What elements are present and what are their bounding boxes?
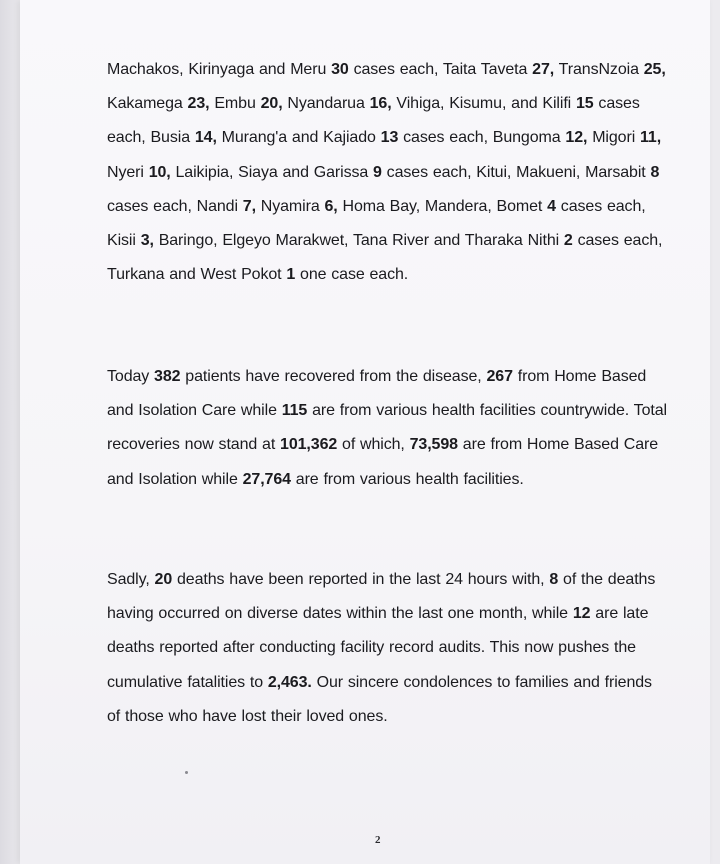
- bold-figure: 8: [650, 163, 660, 181]
- bold-figure: 3,: [140, 232, 154, 250]
- bold-figure: 12: [572, 605, 591, 623]
- bold-figure: 9: [373, 163, 382, 181]
- text-run: cases each, Busia: [107, 95, 640, 147]
- bold-figure: 25,: [643, 61, 666, 78]
- text-run: deaths have been reported in the last 24 hours with,: [172, 571, 550, 588]
- bold-figure: 12,: [565, 129, 588, 147]
- text-run: Kakamega: [107, 95, 188, 113]
- paper-speck: [185, 771, 188, 774]
- bold-figure: 4: [547, 197, 556, 215]
- page-edge-shadow: [0, 0, 20, 864]
- bold-figure: 30: [331, 61, 349, 78]
- text-run: Nyeri: [107, 163, 149, 181]
- text-run: patients have recovered from the disease,: [180, 368, 487, 385]
- text-run: Sadly,: [107, 571, 155, 588]
- bold-figure: 7,: [242, 197, 256, 215]
- bold-figure: 27,: [532, 61, 555, 78]
- bold-figure: 13: [380, 129, 399, 147]
- text-run: Migori: [587, 129, 641, 147]
- text-run: are late deaths reported after conducting facility record audits. This now pushes the cumulative fatalities to: [107, 605, 649, 691]
- text-run: cases each, Bungoma: [398, 129, 566, 147]
- bold-figure: 115: [281, 402, 308, 420]
- text-run: from Home Based and Isolation Care while: [107, 368, 647, 420]
- text-run: are from various health facilities.: [290, 470, 524, 488]
- document-page: [20, 0, 710, 864]
- bold-figure: 27,764: [242, 470, 291, 488]
- text-run: cases each, Taita Taveta: [348, 61, 533, 78]
- text-run: cases each, Turkana and West Pokot: [107, 232, 663, 284]
- bold-figure: 20,: [260, 95, 283, 113]
- text-run: Murang'a and Kajiado: [216, 129, 381, 147]
- bold-figure: 2: [563, 232, 573, 250]
- bold-figure: 101,362: [280, 436, 338, 454]
- paragraph-deaths: [107, 563, 667, 734]
- bold-figure: 1: [286, 266, 296, 284]
- text-run: of which,: [337, 436, 410, 454]
- bold-figure: 11,: [640, 129, 662, 147]
- bold-figure: 382: [154, 368, 181, 385]
- text-run: Nyandarua: [282, 95, 370, 113]
- text-run: Nyamira: [255, 197, 325, 215]
- text-run: one case each.: [295, 266, 409, 284]
- bold-figure: 23,: [187, 95, 210, 113]
- text-run: are from Home Based Care and Isolation while: [107, 436, 659, 488]
- text-run: TransNzoia: [554, 61, 644, 78]
- text-run: of the deaths having occurred on diverse dates within the last one month, while: [107, 571, 656, 623]
- bold-figure: 14,: [194, 129, 217, 147]
- text-run: Vihiga, Kisumu, and Kilifi: [391, 95, 576, 113]
- paragraph-recoveries: [107, 360, 667, 497]
- text-run: are from various health facilities countrywide. Total recoveries now stand at: [107, 402, 667, 454]
- bold-figure: 2,463.: [267, 673, 312, 691]
- text-run: Homa Bay, Mandera, Bomet: [337, 197, 548, 215]
- bold-figure: 20: [154, 571, 173, 588]
- page-number: 2: [375, 834, 381, 846]
- bold-figure: 16,: [369, 95, 392, 113]
- text-run: cases each, Nandi: [107, 197, 243, 215]
- bold-figure: 15: [575, 95, 594, 113]
- bold-figure: 10,: [148, 163, 171, 181]
- text-run: Our sincere condolences to families and friends of those who have lost their loved ones.: [107, 673, 652, 725]
- text-run: Machakos, Kirinyaga and Meru: [107, 61, 332, 78]
- text-run: Today: [107, 368, 155, 385]
- bold-figure: 267: [486, 368, 513, 385]
- text-run: cases each, Kisii: [107, 197, 646, 250]
- text-run: Baringo, Elgeyo Marakwet, Tana River and Tharaka Nithi: [153, 232, 564, 250]
- text-run: Embu: [209, 95, 261, 113]
- bold-figure: 8: [549, 571, 559, 588]
- bold-figure: 73,598: [409, 436, 458, 454]
- text-run: cases each, Kitui, Makueni, Marsabit: [381, 163, 651, 181]
- paragraph-county-cases: [107, 53, 667, 292]
- text-run: Laikipia, Siaya and Garissa: [170, 163, 374, 181]
- bold-figure: 6,: [324, 197, 338, 215]
